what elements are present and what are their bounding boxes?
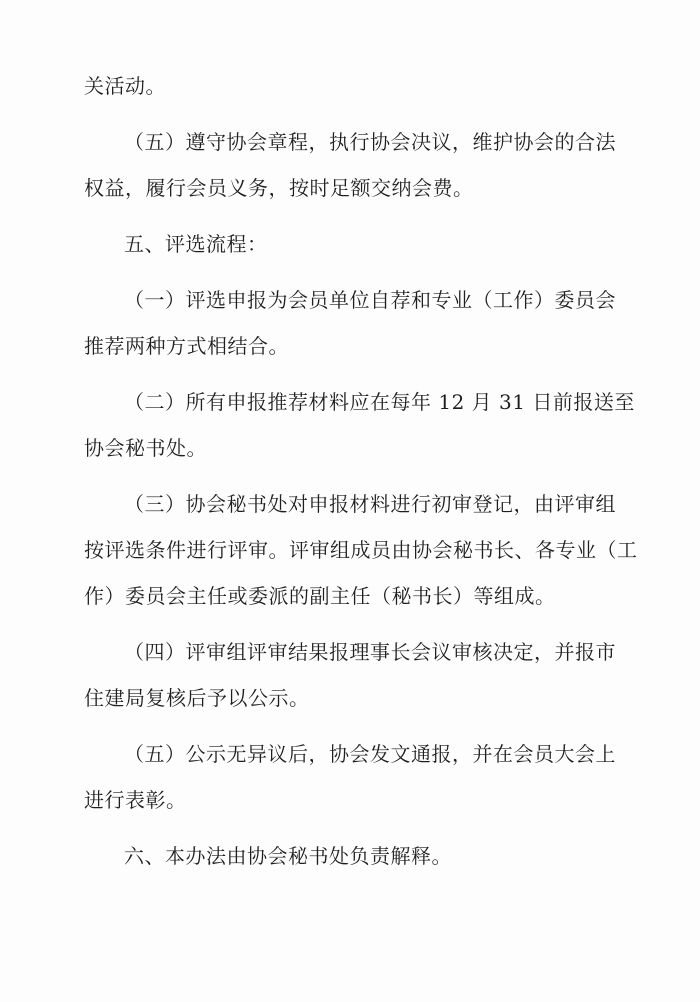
text-line: 关活动。: [84, 74, 166, 98]
text-line: 按评选条件进行评审。评审组成员由协会秘书长、各专业（工: [84, 538, 638, 562]
text-line: （四）评审组评审结果报理事长会议审核决定，并报市: [124, 640, 616, 664]
section-heading: 五、评选流程：: [124, 232, 268, 256]
text-line: （三）协会秘书处对申报材料进行初审登记，由评审组: [124, 492, 616, 516]
text-line: 推荐两种方式相结合。: [84, 334, 289, 358]
document-body: [84, 70, 638, 872]
text-line: （五）公示无异议后，协会发文通报，并在会员大会上: [124, 742, 616, 766]
text-line: 进行表彰。: [84, 788, 187, 812]
text-line: （二）所有申报推荐材料应在每年 12 月 31 日前报送至: [124, 390, 635, 414]
text-line: 协会秘书处。: [84, 436, 207, 460]
text-line: 住建局复核后予以公示。: [84, 686, 310, 710]
text-line: 作）委员会主任或委派的副主任（秘书长）等组成。: [84, 584, 556, 608]
text-line: 权益，履行会员义务，按时足额交纳会费。: [84, 176, 474, 200]
section-heading: 六、本办法由协会秘书处负责解释。: [124, 844, 452, 868]
text-line: （一）评选申报为会员单位自荐和专业（工作）委员会: [124, 288, 616, 312]
text-line: （五）遵守协会章程，执行协会决议，维护协会的合法: [124, 130, 616, 154]
